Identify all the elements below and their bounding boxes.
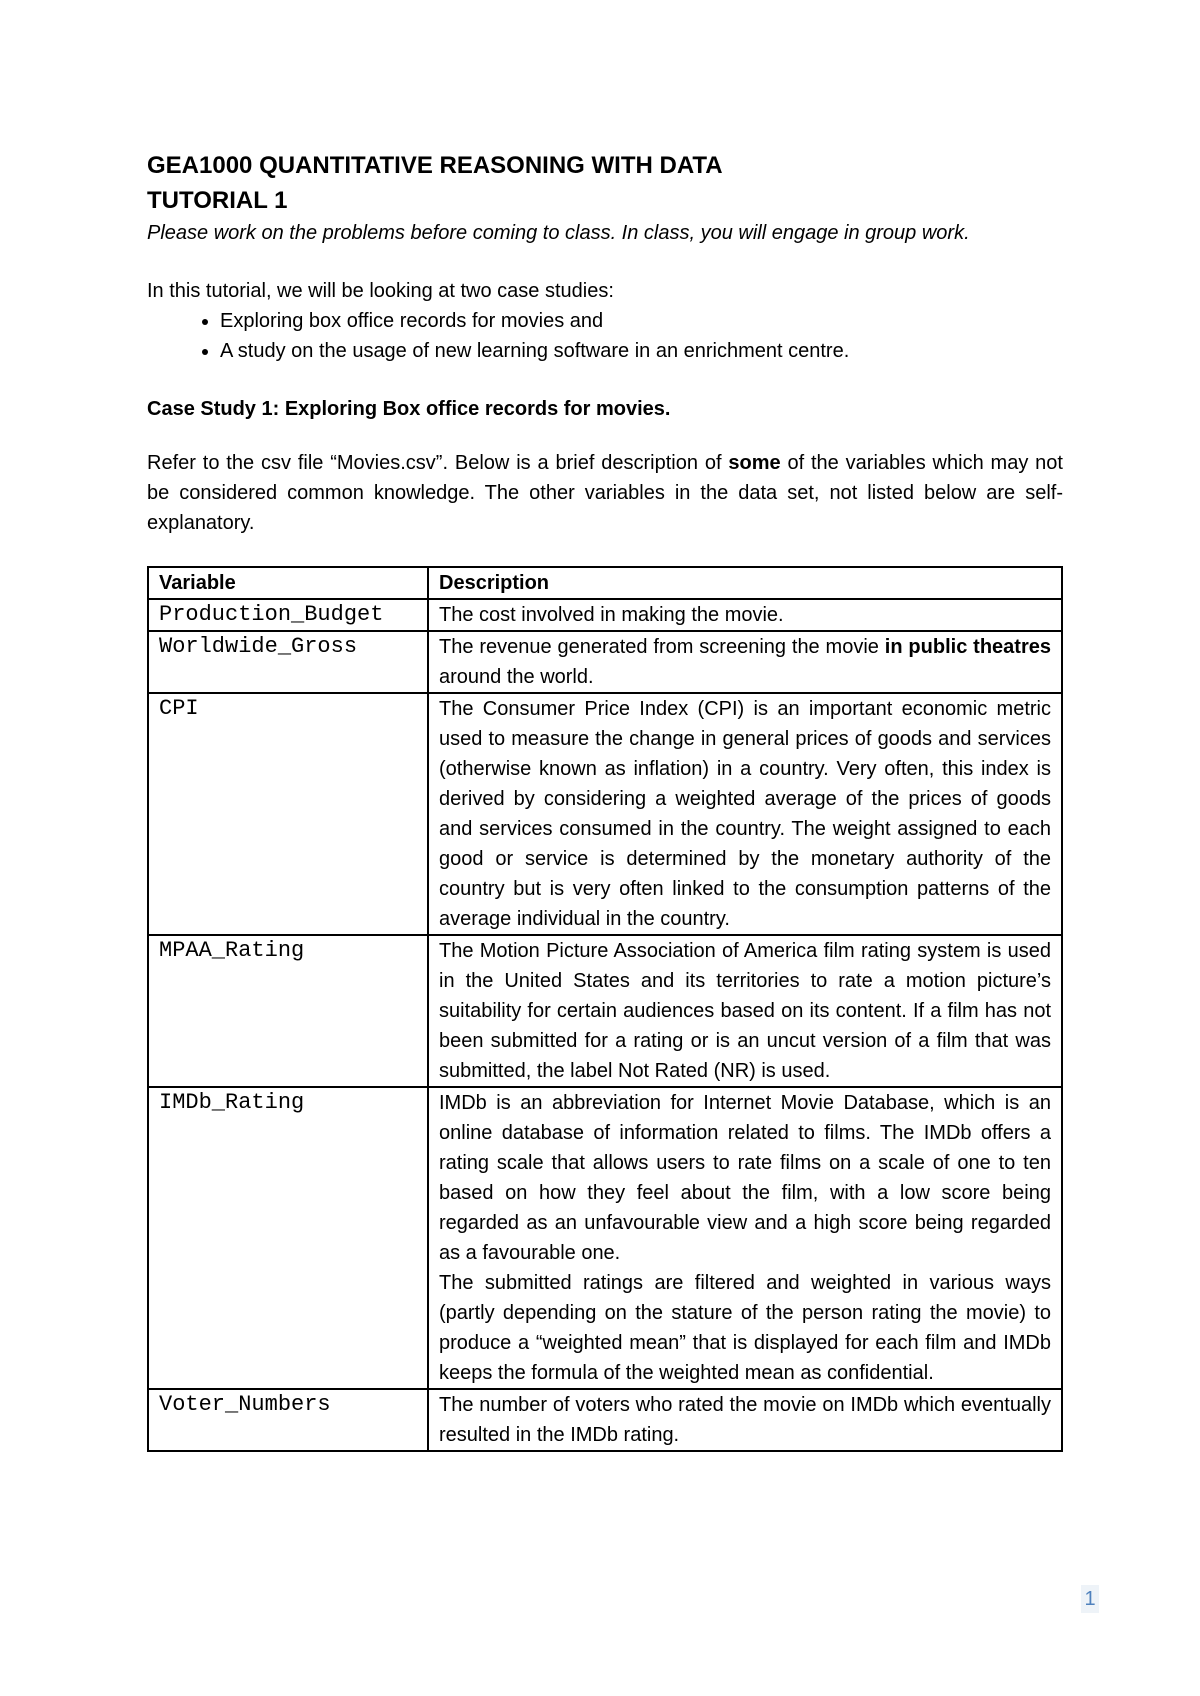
description-column-header: Description [428,567,1062,599]
case-study-heading: Case Study 1: Exploring Box office records for movies. [147,398,671,420]
case-study-list [147,306,1063,366]
document-page [147,148,1063,1452]
list-item: • Exploring box office records for movies and [220,306,1063,336]
variable-name: Voter_Numbers [148,1389,428,1451]
variable-name: MPAA_Rating [148,935,428,1087]
variable-name: CPI [148,693,428,935]
variable-name: Production_Budget [148,599,428,631]
variables-table [147,566,1063,1452]
intro-text: In this tutorial, we will be looking at two case studies: [147,280,614,302]
table-row [148,1087,1062,1389]
description-text-end: around the world. [439,666,594,688]
description-emphasis: some [728,452,781,474]
list-item: • A study on the usage of new learning software in an enrichment centre. [220,336,1063,366]
variable-name: IMDb_Rating [148,1087,428,1389]
table-row [148,631,1062,693]
variable-description: The Consumer Price Index (CPI) is an important economic metric used to measure the change in general prices of goods and services (otherwise known as inflation) in a country. Very often, this index is derived by considering a weighted average of the prices of goods and services consumed in the country. The weight assigned to each good or service is determined by the monetary authority of the country but is very often linked to the consumption patterns of the average individual in the country. [428,693,1062,935]
table-row [148,693,1062,935]
tutorial-title: TUTORIAL 1 [147,187,288,214]
description-text-end: of the variables which may not be considered common knowledge. The other variables in the data set, not listed below are self-explanatory. [147,452,1063,534]
variable-description: The Motion Picture Association of America film rating system is used in the United States and its territories to rate a motion picture’s suitability for certain audiences based on its content. If a film has not been submitted for a rating or is an uncut version of a film that was submitted, the label Not Rated (NR) is used. [428,935,1062,1087]
table-row [148,1389,1062,1451]
course-title: GEA1000 QUANTITATIVE REASONING WITH DATA [147,152,723,179]
description-text: Refer to the csv file “Movies.csv”. Below is a brief description of [147,452,729,474]
variable-name: Worldwide_Gross [148,631,428,693]
page-number: 1 [1081,1585,1099,1613]
description-paragraph-2: The submitted ratings are filtered and weighted in various ways (partly depending on the stature of the person rating the movie) to produce a “weighted mean” that is displayed for each film and IMDb keeps the formula of the weighted mean as confidential. [439,1272,1051,1384]
variable-description: The cost involved in making the movie. [428,599,1062,631]
variable-description: The number of voters who rated the movie on IMDb which eventually resulted in the IMDb rating. [428,1389,1062,1451]
description-emphasis: in public theatres [884,636,1051,658]
variable-column-header: Variable [148,567,428,599]
description-paragraph [147,448,1063,538]
description-paragraph-1: IMDb is an abbreviation for Internet Movie Database, which is an online database of information related to films. The IMDb offers a rating scale that allows users to rate films on a scale of one to ten based on how they feel about the film, with a low score being regarded as an unfavourable view and a high score being regarded as a favourable one. [439,1092,1051,1264]
table-row [148,935,1062,1087]
instruction-text: Please work on the problems before coming to class. In class, you will engage in group work. [147,222,970,244]
table-row [148,599,1062,631]
variable-description [428,1087,1062,1389]
description-text: The revenue generated from screening the movie [439,636,885,658]
table-header-row [148,567,1062,599]
variable-description [428,631,1062,693]
